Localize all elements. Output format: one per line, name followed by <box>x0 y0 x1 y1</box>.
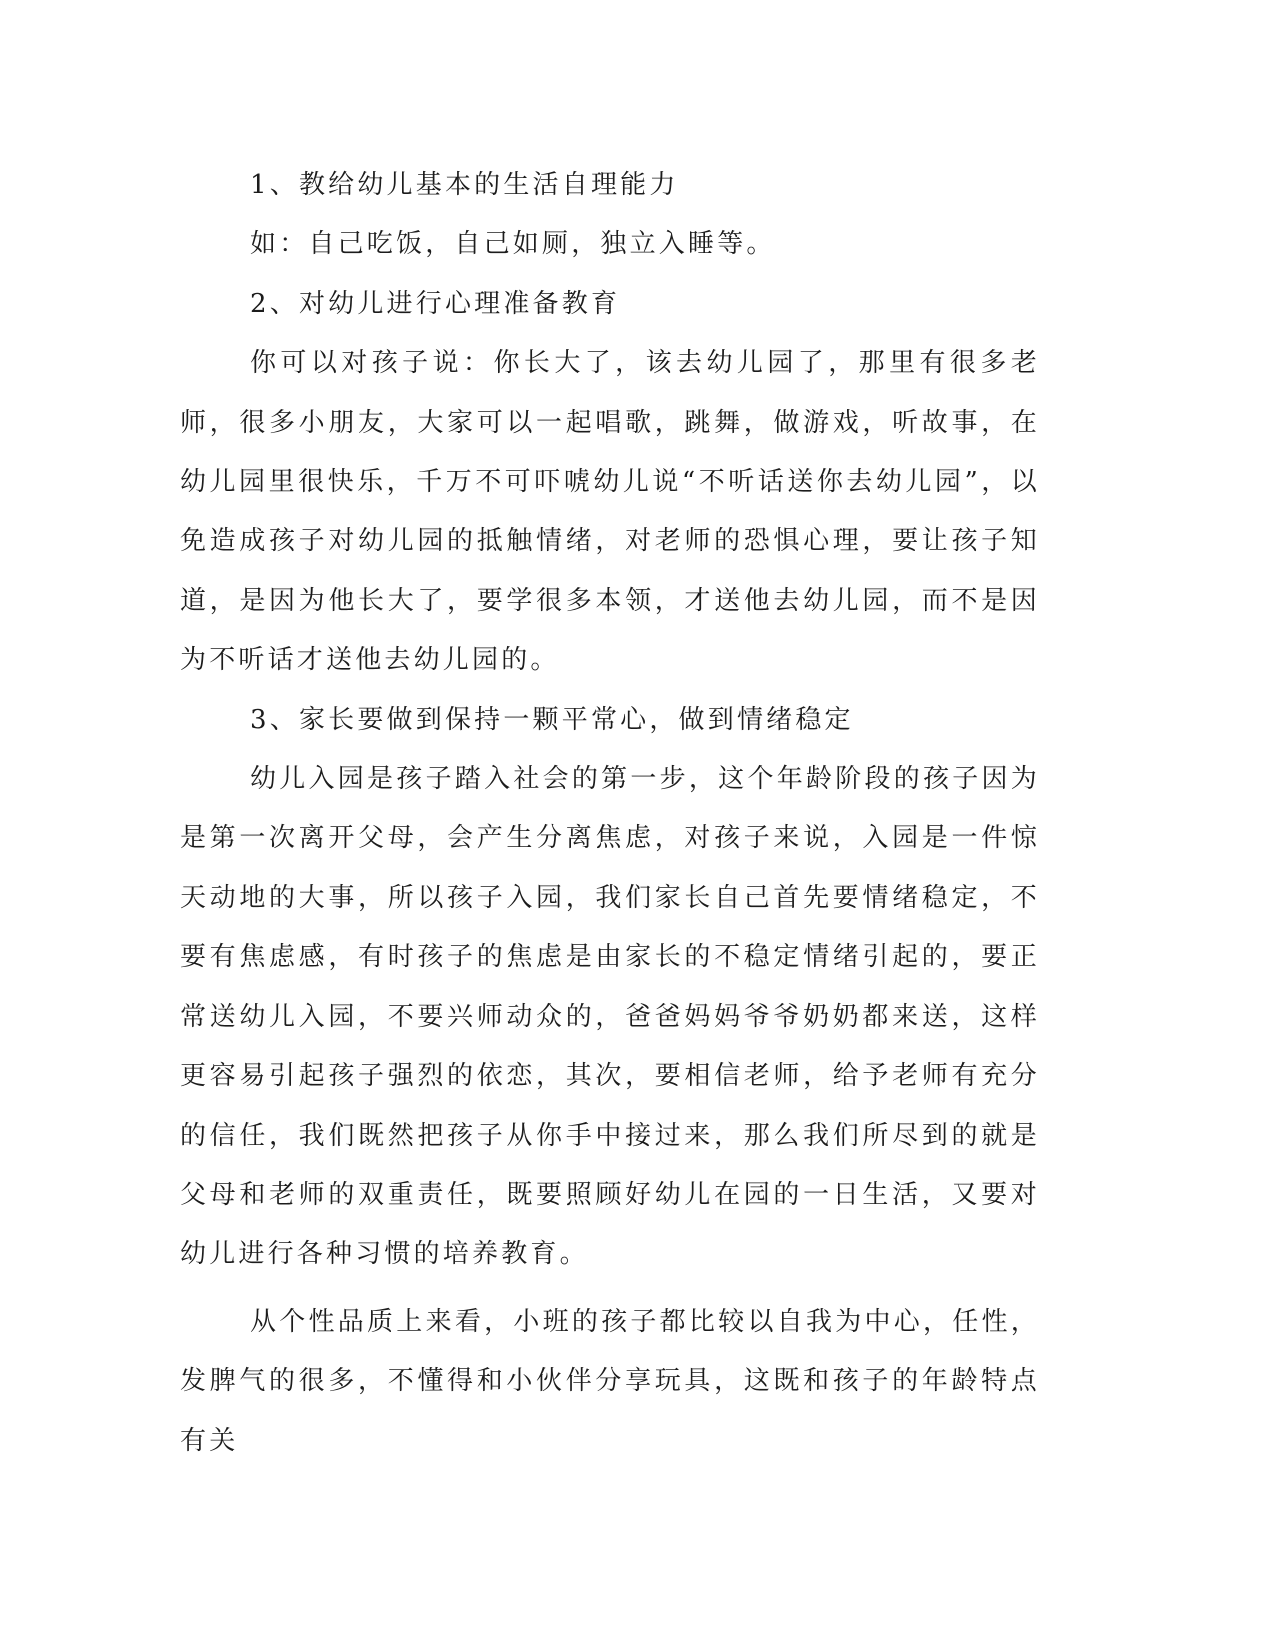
document-body <box>180 156 1040 1471</box>
paragraph-parent-calm: 幼儿入园是孩子踏入社会的第一步，这个年龄阶段的孩子因为是第一次离开父母，会产生分离焦虑，对孩子来说，入园是一件惊天动地的大事，所以孩子入园，我们家长自己首先要情绪稳定，不要有焦虑感，有时孩子的焦虑是由家长的不稳定情绪引起的，要正常送幼儿入园，不要兴师动众的，爸爸妈妈爷爷奶奶都来送，这样更容易引起孩子强烈的依恋，其次，要相信老师，给予老师有充分的信任，我们既然把孩子从你手中接过来，那么我们所尽到的就是父母和老师的双重责任，既要照顾好幼儿在园的一日生活，又要对幼儿进行各种习惯的培养教育。 <box>180 764 1040 1270</box>
paragraph-self-care-example: 如：自己吃饭，自己如厕，独立入睡等。 <box>250 229 776 260</box>
heading-parent-calm: 3、家长要做到保持一颗平常心，做到情绪稳定 <box>250 704 854 735</box>
paragraph-personality: 从个性品质上来看，小班的孩子都比较以自我为中心，任性，发脾气的很多，不懂得和小伙伴分享玩具，这既和孩子的年龄特点有关 <box>180 1306 1040 1456</box>
heading-psychological-preparation: 2、对幼儿进行心理准备教育 <box>250 288 621 319</box>
heading-self-care: 1、教给幼儿基本的生活自理能力 <box>250 170 679 200</box>
paragraph-psychological-preparation: 你可以对孩子说：你长大了，该去幼儿园了，那里有很多老师，很多小朋友，大家可以一起唱歌，跳舞，做游戏，听故事，在幼儿园里很快乐，千万不可吓唬幼儿说“不听话送你去幼儿园”，以免造成孩子对幼儿园的抵触情绪，对老师的恐惧心理，要让孩子知道，是因为他长大了，要学很多本领，才送他去幼儿园，而不是因为不听话才送他去幼儿园的。 <box>180 348 1040 676</box>
